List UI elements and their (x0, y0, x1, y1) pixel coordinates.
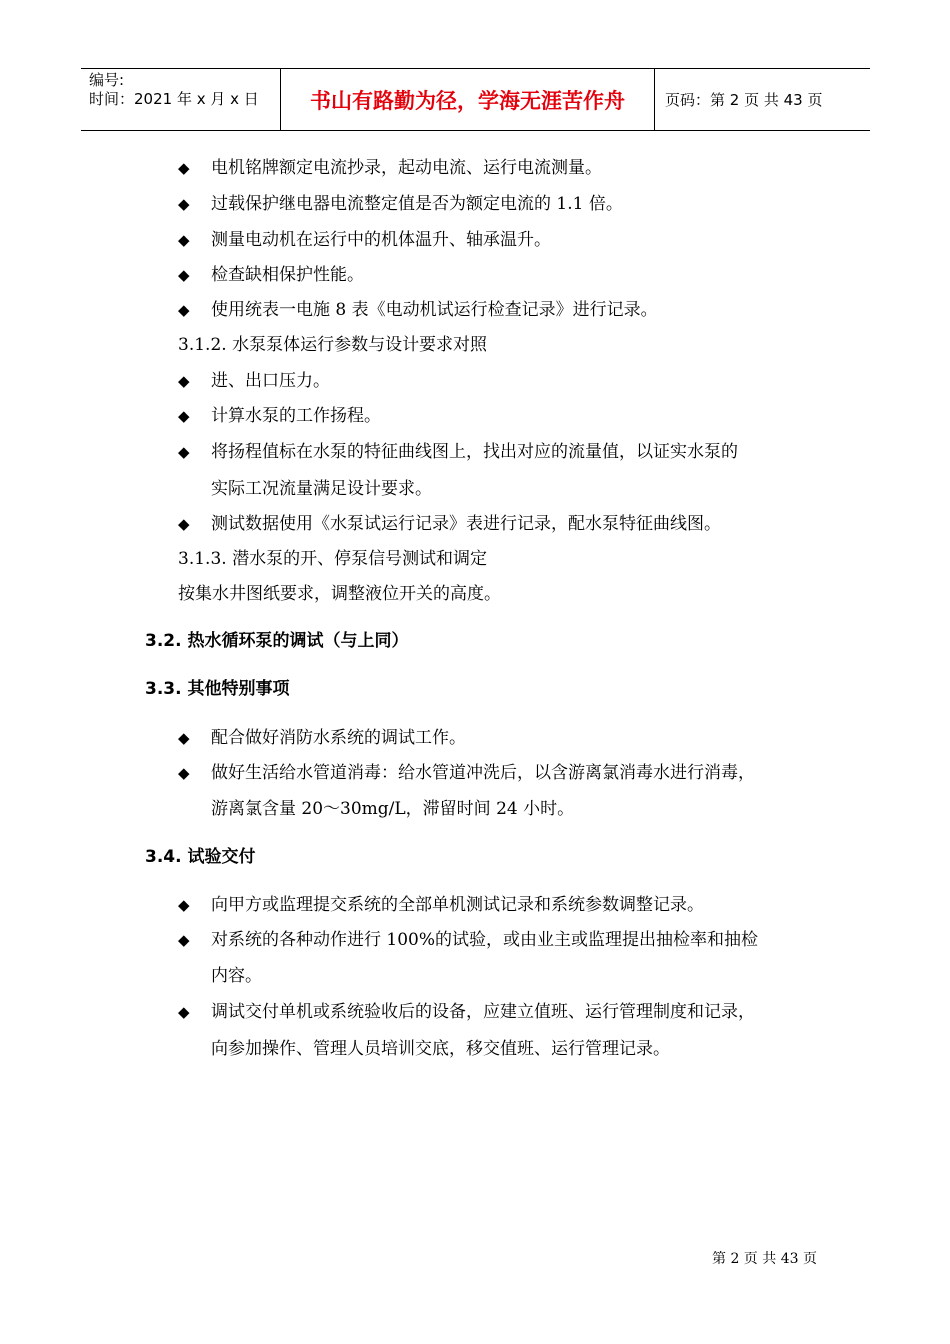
page-header (81, 68, 870, 131)
bullet-icon: ◆ (178, 896, 190, 914)
bullet-icon: ◆ (178, 372, 190, 390)
bullet-icon: ◆ (178, 301, 190, 319)
list-item: 测试数据使用《水泵试运行记录》表进行记录，配水泵特征曲线图。 (211, 514, 721, 534)
list-item-continuation: 实际工况流量满足设计要求。 (211, 479, 432, 499)
bullet-icon: ◆ (178, 266, 190, 284)
subsection-title: 3.1.3. 潜水泵的开、停泵信号测试和调定 (178, 549, 488, 569)
list-item: 过载保护继电器电流整定值是否为额定电流的 1.1 倍。 (211, 194, 623, 214)
bullet-icon: ◆ (178, 729, 190, 747)
header-meta (81, 69, 281, 130)
list-item: 将扬程值标在水泵的特征曲线图上，找出对应的流量值，以证实水泵的 (211, 442, 738, 462)
list-item: 使用统表一电施 8 表《电动机试运行检查记录》进行记录。 (211, 300, 658, 320)
list-item: 向甲方或监理提交系统的全部单机测试记录和系统参数调整记录。 (211, 895, 704, 915)
section-heading: 3.3. 其他特别事项 (145, 679, 290, 699)
bullet-icon: ◆ (178, 764, 190, 782)
list-item: 测量电动机在运行中的机体温升、轴承温升。 (211, 230, 551, 250)
list-item: 进、出口压力。 (211, 371, 330, 391)
list-item: 配合做好消防水系统的调试工作。 (211, 728, 466, 748)
header-page-number: 页码：第 2 页 共 43 页 (665, 91, 823, 109)
list-item: 电机铭牌额定电流抄录，起动电流、运行电流测量。 (211, 158, 602, 178)
number-label: 编号: (89, 71, 125, 89)
bullet-icon: ◆ (178, 231, 190, 249)
bullet-icon: ◆ (178, 515, 190, 533)
list-item-continuation: 向参加操作、管理人员培训交底，移交值班、运行管理记录。 (211, 1039, 670, 1059)
section-heading: 3.2. 热水循环泵的调试（与上同） (145, 631, 409, 651)
page-footer: 第 2 页 共 43 页 (712, 1251, 817, 1267)
bullet-icon: ◆ (178, 407, 190, 425)
section-heading: 3.4. 试验交付 (145, 847, 256, 867)
list-item-continuation: 游离氯含量 20～30mg/L，滞留时间 24 小时。 (211, 799, 575, 819)
list-item: 计算水泵的工作扬程。 (211, 406, 381, 426)
list-item-continuation: 内容。 (211, 966, 262, 986)
list-item: 检查缺相保护性能。 (211, 265, 364, 285)
list-item: 对系统的各种动作进行 100%的试验，或由业主或监理提出抽检率和抽检 (211, 930, 759, 950)
list-item: 做好生活给水管道消毒：给水管道冲洗后，以含游离氯消毒水进行消毒， (211, 763, 755, 783)
bullet-icon: ◆ (178, 1003, 190, 1021)
bullet-icon: ◆ (178, 931, 190, 949)
bullet-icon: ◆ (178, 443, 190, 461)
subsection-title: 3.1.2. 水泵泵体运行参数与设计要求对照 (178, 335, 488, 355)
bullet-icon: ◆ (178, 159, 190, 177)
bullet-icon: ◆ (178, 195, 190, 213)
paragraph: 按集水井图纸要求，调整液位开关的高度。 (178, 584, 501, 604)
list-item: 调试交付单机或系统验收后的设备，应建立值班、运行管理制度和记录， (211, 1002, 755, 1022)
time-label: 时间：2021 年 x 月 x 日 (89, 90, 259, 108)
header-motto: 书山有路勤为径，学海无涯苦作舟 (281, 69, 655, 130)
